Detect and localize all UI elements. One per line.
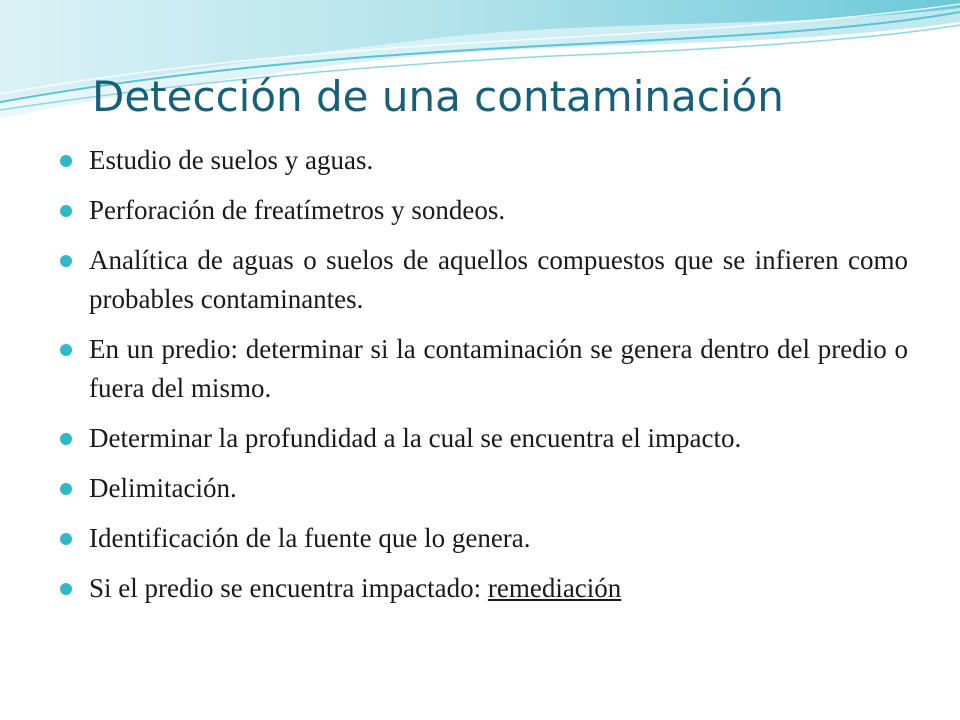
bullet-list (60, 141, 908, 619)
bullet-text: Analítica de aguas o suelos de aquellos compuestos que se infieren como probables contaminantes. (89, 245, 908, 314)
bullet-dot-icon (60, 433, 72, 445)
bullet-dot-icon (60, 255, 72, 267)
bullet-item (60, 419, 908, 458)
bullet-text: Identificación de la fuente que lo genera. (89, 523, 531, 553)
bullet-text: Si el predio se encuentra impactado: (89, 573, 488, 603)
bullet-dot-icon (60, 344, 72, 356)
bullet-item (60, 141, 908, 180)
bullet-item (60, 519, 908, 558)
bullet-item (60, 330, 908, 408)
bullet-text: En un predio: determinar si la contaminación se genera dentro del predio o fuera del mismo. (89, 334, 908, 403)
bullet-text: Delimitación. (89, 473, 237, 503)
bullet-dot-icon (60, 483, 72, 495)
bullet-dot-icon (60, 155, 72, 167)
bullet-item (60, 191, 908, 230)
bullet-item (60, 569, 908, 608)
bullet-text: Determinar la profundidad a la cual se encuentra el impacto. (89, 423, 742, 453)
bullet-text: Perforación de freatímetros y sondeos. (89, 195, 506, 225)
slide-title: Detección de una contaminación (92, 72, 784, 121)
bullet-text: Estudio de suelos y aguas. (89, 145, 374, 175)
remediation-link[interactable]: remediación (487, 573, 622, 603)
bullet-item (60, 241, 908, 319)
bullet-item (60, 469, 908, 508)
bullet-dot-icon (60, 583, 72, 595)
bullet-dot-icon (60, 205, 72, 217)
bullet-dot-icon (60, 533, 72, 545)
